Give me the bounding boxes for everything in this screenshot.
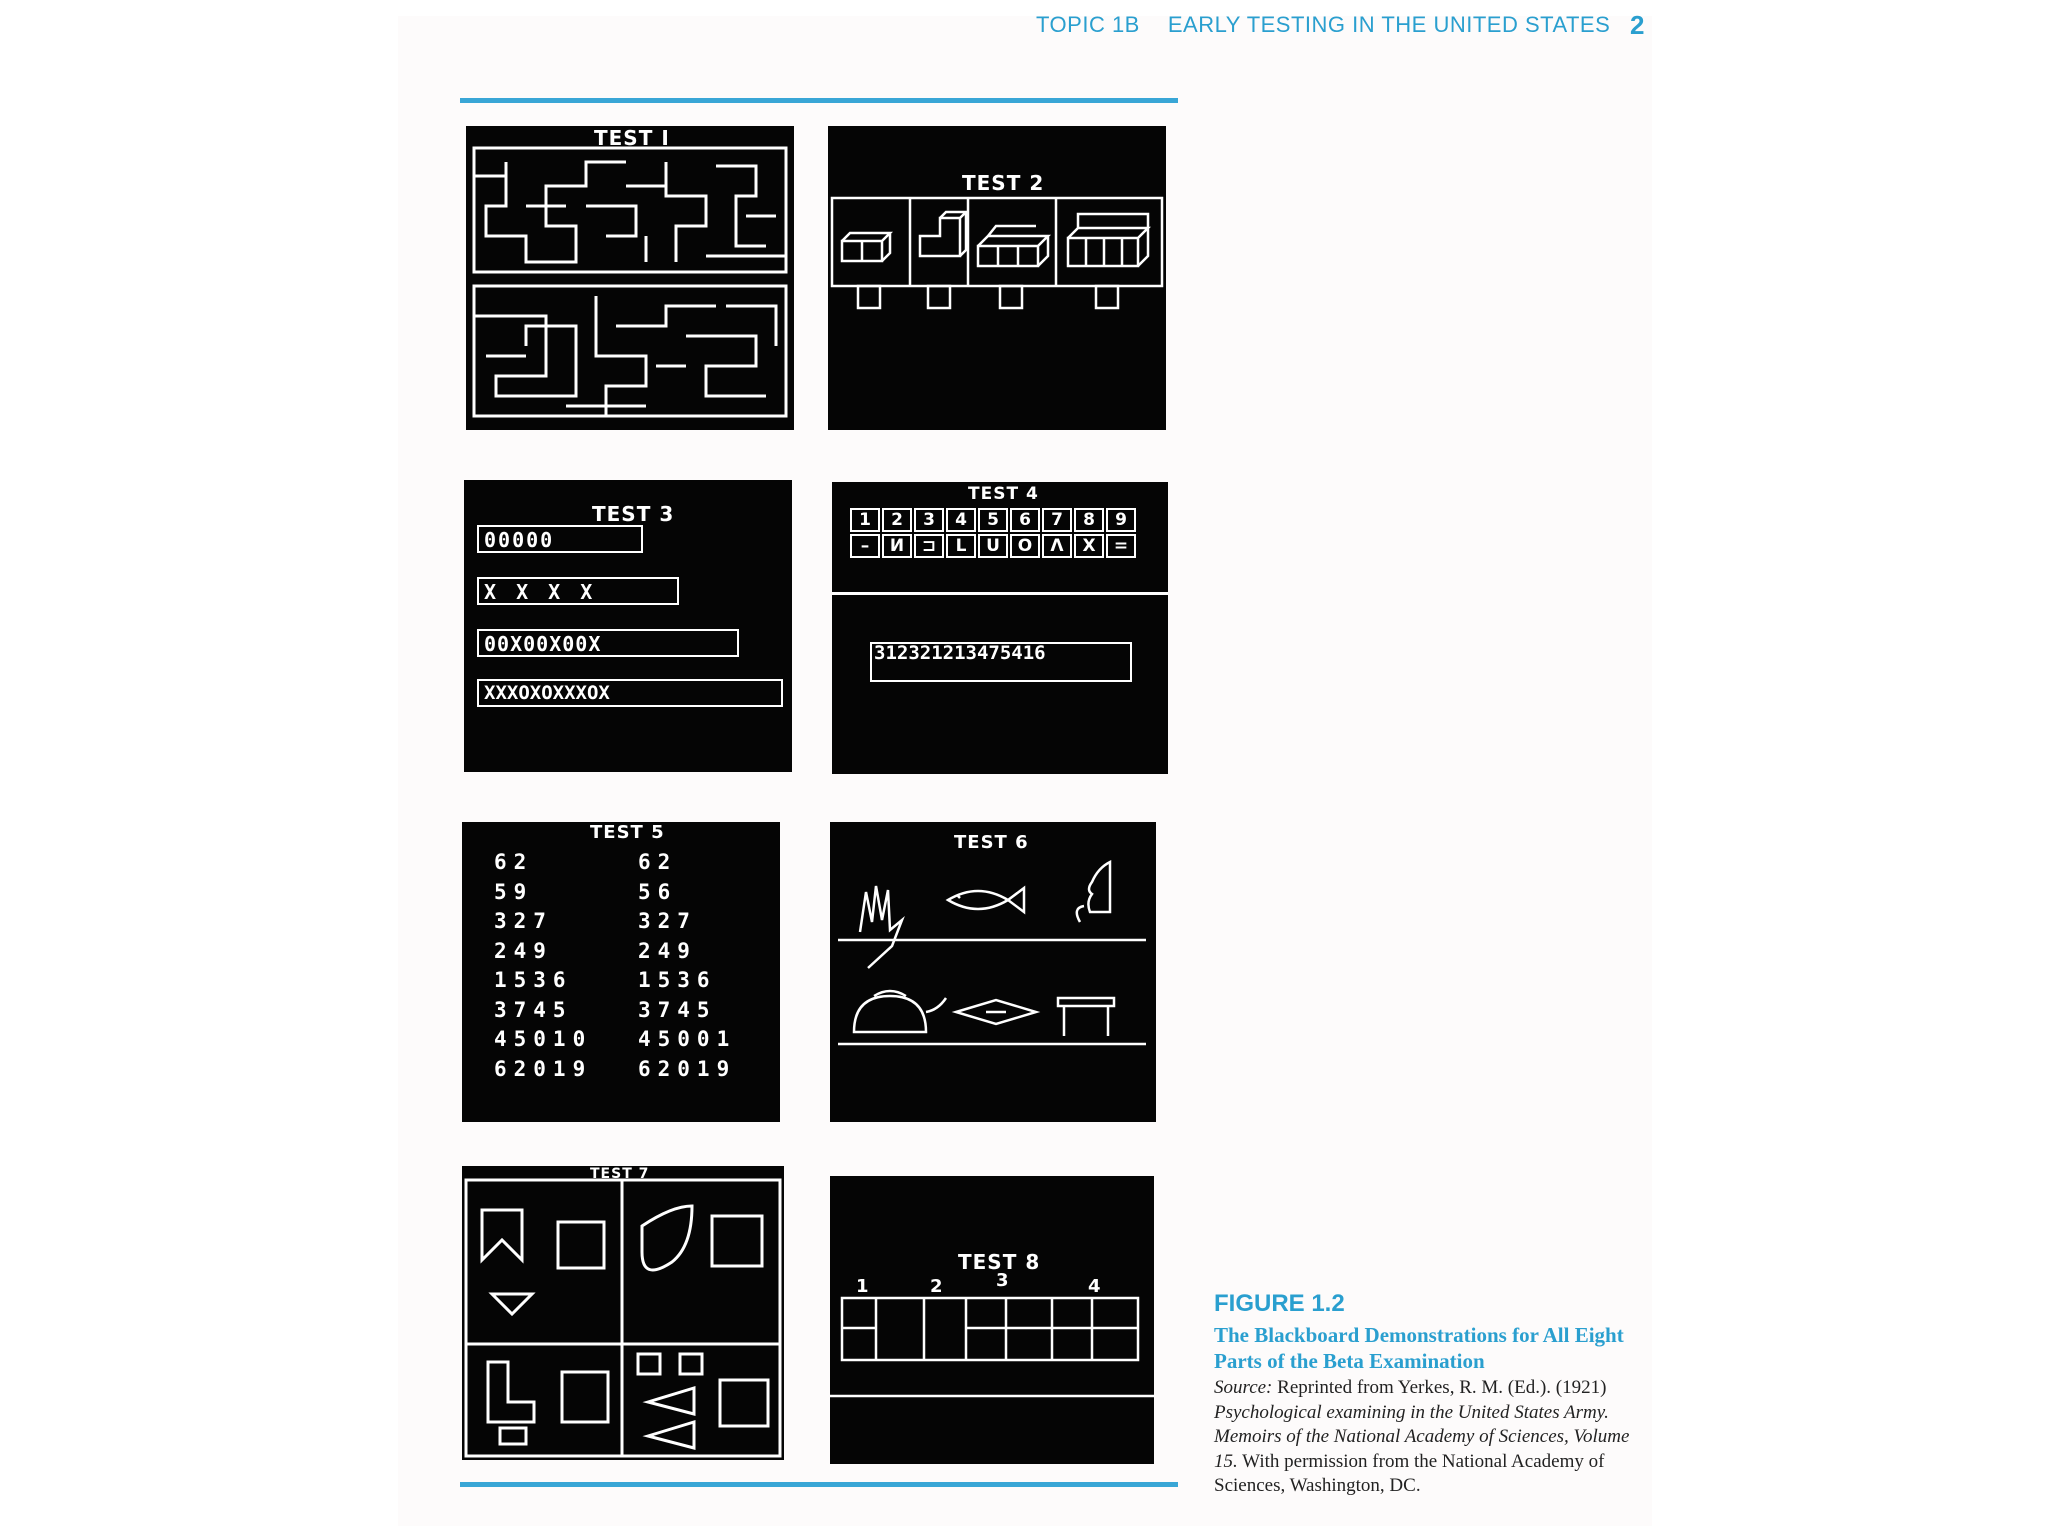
- test5-panel: [462, 822, 780, 1122]
- test6-panel: [830, 822, 1156, 1122]
- figure-caption: [1214, 1290, 1654, 1499]
- test5-right-column: [638, 848, 736, 1084]
- test8-label-1: 1: [856, 1276, 870, 1297]
- test4-title: TEST 4: [968, 484, 1039, 504]
- table-icon: [1058, 998, 1114, 1036]
- test4-key-cell: –: [850, 534, 880, 558]
- source-text: Reprinted from Yerkes, R. M. (Ed.). (1921): [1277, 1377, 1607, 1398]
- teapot-icon: [854, 991, 946, 1032]
- test7-title: TEST 7: [590, 1166, 650, 1182]
- figure-source: [1214, 1376, 1654, 1499]
- test4-key-cell: И: [882, 534, 912, 558]
- test5-number: 327: [638, 909, 697, 933]
- test4-key-cell: 4: [946, 508, 976, 532]
- test8-grids: [830, 1176, 1154, 1464]
- header-title: EARLY TESTING IN THE UNITED STATES: [1167, 12, 1611, 37]
- test4-key-cell: 5: [978, 508, 1008, 532]
- test3-title: TEST 3: [592, 502, 675, 526]
- test5-left-column: [494, 848, 592, 1084]
- test4-key-cell: 8: [1074, 508, 1104, 532]
- test4-key-digits: [850, 508, 1138, 532]
- test5-number: 45001: [638, 1027, 737, 1051]
- test5-number: 3745: [494, 997, 573, 1022]
- test5-title: TEST 5: [590, 822, 665, 843]
- test4-key-cell: 7: [1042, 508, 1072, 532]
- test8-panel: [830, 1176, 1154, 1464]
- test4-key-cell: Λ: [1042, 534, 1072, 558]
- test5-number: 327: [494, 909, 553, 933]
- test5-number: 3745: [638, 997, 717, 1022]
- test1-panel: [466, 126, 794, 430]
- test3-row-1: 00000: [484, 528, 555, 552]
- source-italic: Psychological examining in the United States Army. Memoirs of the National Academy of Sciences, Volume 15.: [1214, 1401, 1630, 1472]
- header-topic: TOPIC 1B: [1036, 12, 1140, 37]
- test4-key-cell: L: [946, 534, 976, 558]
- test7-shapes: [462, 1166, 784, 1460]
- source-tail: With permission from the National Academy of Sciences, Washington, DC.: [1214, 1450, 1605, 1496]
- figure-title: The Blackboard Demonstrations for All Eight Parts of the Beta Examination: [1214, 1323, 1624, 1373]
- test8-label-2: 2: [930, 1276, 944, 1297]
- test4-key-cell: 1: [850, 508, 880, 532]
- hand-icon: [860, 886, 902, 968]
- test4-key-symbols: [850, 534, 1138, 558]
- test4-divider: [832, 592, 1168, 595]
- bottom-rule: [460, 1482, 1178, 1487]
- test5-number: 1536: [638, 968, 717, 992]
- test6-title: TEST 6: [954, 832, 1029, 853]
- test5-number: 62: [494, 850, 534, 874]
- fish-icon: [948, 888, 1024, 912]
- test2-title: TEST 2: [962, 171, 1045, 195]
- test4-key-cell: U: [978, 534, 1008, 558]
- test5-number: 45010: [494, 1027, 593, 1051]
- test5-number: 249: [638, 938, 697, 963]
- test4-key-cell: O: [1010, 534, 1040, 558]
- test4-key-cell: =: [1106, 534, 1136, 558]
- test2-panel: [828, 126, 1166, 430]
- lamp-icon: [956, 1000, 1036, 1024]
- test5-number: 249: [494, 938, 553, 963]
- test3-row-4: XXXOXOXXXOX: [484, 682, 610, 704]
- test4-key-cell: 2: [882, 508, 912, 532]
- test6-pictures: [830, 822, 1156, 1122]
- test4-key-cell: X: [1074, 534, 1104, 558]
- test1-title: TEST I: [594, 126, 670, 150]
- test7-panel: [462, 1166, 784, 1460]
- test4-key-cell: 9: [1106, 508, 1136, 532]
- test5-number: 62019: [494, 1056, 593, 1081]
- test4-panel: [832, 482, 1168, 774]
- maze-drawing: [466, 126, 794, 430]
- test3-row-2: X X X X: [484, 580, 597, 604]
- test3-boxes: [464, 480, 792, 772]
- top-rule: [460, 98, 1178, 103]
- test4-key-cell: 3: [914, 508, 944, 532]
- test5-number: 56: [638, 879, 678, 904]
- test5-number: 59: [494, 879, 534, 904]
- running-header: [1036, 12, 1610, 38]
- test5-number: 1536: [494, 968, 573, 992]
- test4-key-cell: 6: [1010, 508, 1040, 532]
- face-icon: [1077, 862, 1110, 922]
- test3-panel: [464, 480, 792, 772]
- test8-label-3: 3: [996, 1270, 1010, 1291]
- test4-sequence: 312321213475416: [874, 642, 1046, 664]
- cube-drawing: [828, 126, 1166, 430]
- test8-title: TEST 8: [958, 1250, 1041, 1274]
- test3-row-3: 00X00X00X: [484, 632, 602, 656]
- test8-label-4: 4: [1088, 1276, 1102, 1297]
- test5-number: 62: [638, 850, 678, 874]
- test5-number: 62019: [638, 1056, 737, 1081]
- source-label: Source:: [1214, 1377, 1273, 1398]
- page-number: 2: [1630, 10, 1645, 40]
- test4-key-cell: ⊐: [914, 534, 944, 558]
- figure-label: FIGURE 1.2: [1214, 1290, 1345, 1317]
